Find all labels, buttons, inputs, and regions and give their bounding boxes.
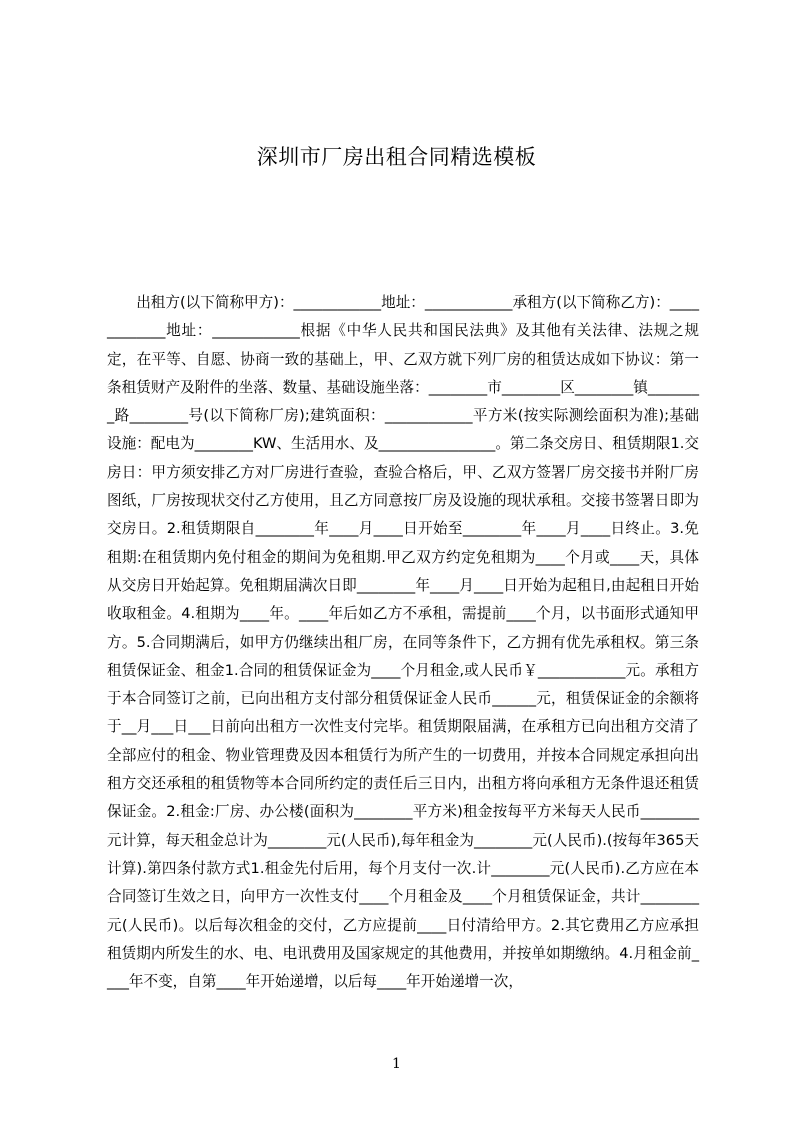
document-title: 深圳市厂房出租合同精选模板 (256, 145, 537, 169)
page-number: 1 (392, 1056, 401, 1072)
contract-body-text: 出租方(以下简称甲方)：____________地址：____________承租方(以下简称乙方)：____________地址：____________根据《中华人民共和国民法典》及其他有关法律、法规之规定，在平等、自愿、协商一致的基础上，甲、乙双方就下列厂房的租赁达成如下协议：第一条租赁财产及附件的坐落、数量、基础设施坐落：________市________区________镇________路________号(以下简称厂房);建筑面积：____________平方米(按实际测绘面积为准);基础设施：配电为________KW、生活用水、及________________。第二条交房日、租赁期限1.交房日：甲方须安排乙方对厂房进行查验，查验合格后，甲、乙双方签署厂房交接书并附厂房图纸，厂房按现状交付乙方使用，且乙方同意按厂房及设施的现状承租。交接书签署日即为交房日。2.租赁期限自________年____月____日开始至________年____月____日终止。3.免租期:在租赁期内免付租金的期间为免租期.甲乙双方约定免租期为____个月或____天，具体从交房日开始起算。免租期届满次日即________年____月____日开始为起租日,由起租日开始收取租金。4.租期为____年。____年后如乙方不承租，需提前____个月，以书面形式通知甲方。5.合同期满后，如甲方仍继续出租厂房，在同等条件下，乙方拥有优先承租权。第三条租赁保证金、租金1.合同的租赁保证金为____个月租金,或人民币￥____________元。承租方于本合同签订之前，已向出租方支付部分租赁保证金人民币______元，租赁保证金的余额将于__月___日___日前向出租方一次性支付完毕。租赁期限届满，在承租方已向出租方交清了全部应付的租金、物业管理费及因本租赁行为所产生的一切费用，并按本合同规定承担向出租方交还承租的租赁物等本合同所约定的责任后三日内，出租方将向承租方无条件退还租赁保证金。2.租金:厂房、办公楼(面积为________平方米)租金按每平方米每天人民币________元计算，每天租金总计为________元(人民币),每年租金为________元(人民币).(按每年365天计算).第四条付款方式1.租金先付后用，每个月支付一次.计________元(人民币).乙方应在本合同签订生效之日，向甲方一次性支付____个月租金及____个月租赁保证金，共计________元(人民币)。以后每次租金的交付，乙方应提前____日付清给甲方。2.其它费用乙方应承担租赁期内所发生的水、电、电讯费用及国家规定的其他费用，并按单如期缴纳。4.月租金前____年不变，自第____年开始递增，以后每____年开始递增一次， (107, 294, 699, 991)
